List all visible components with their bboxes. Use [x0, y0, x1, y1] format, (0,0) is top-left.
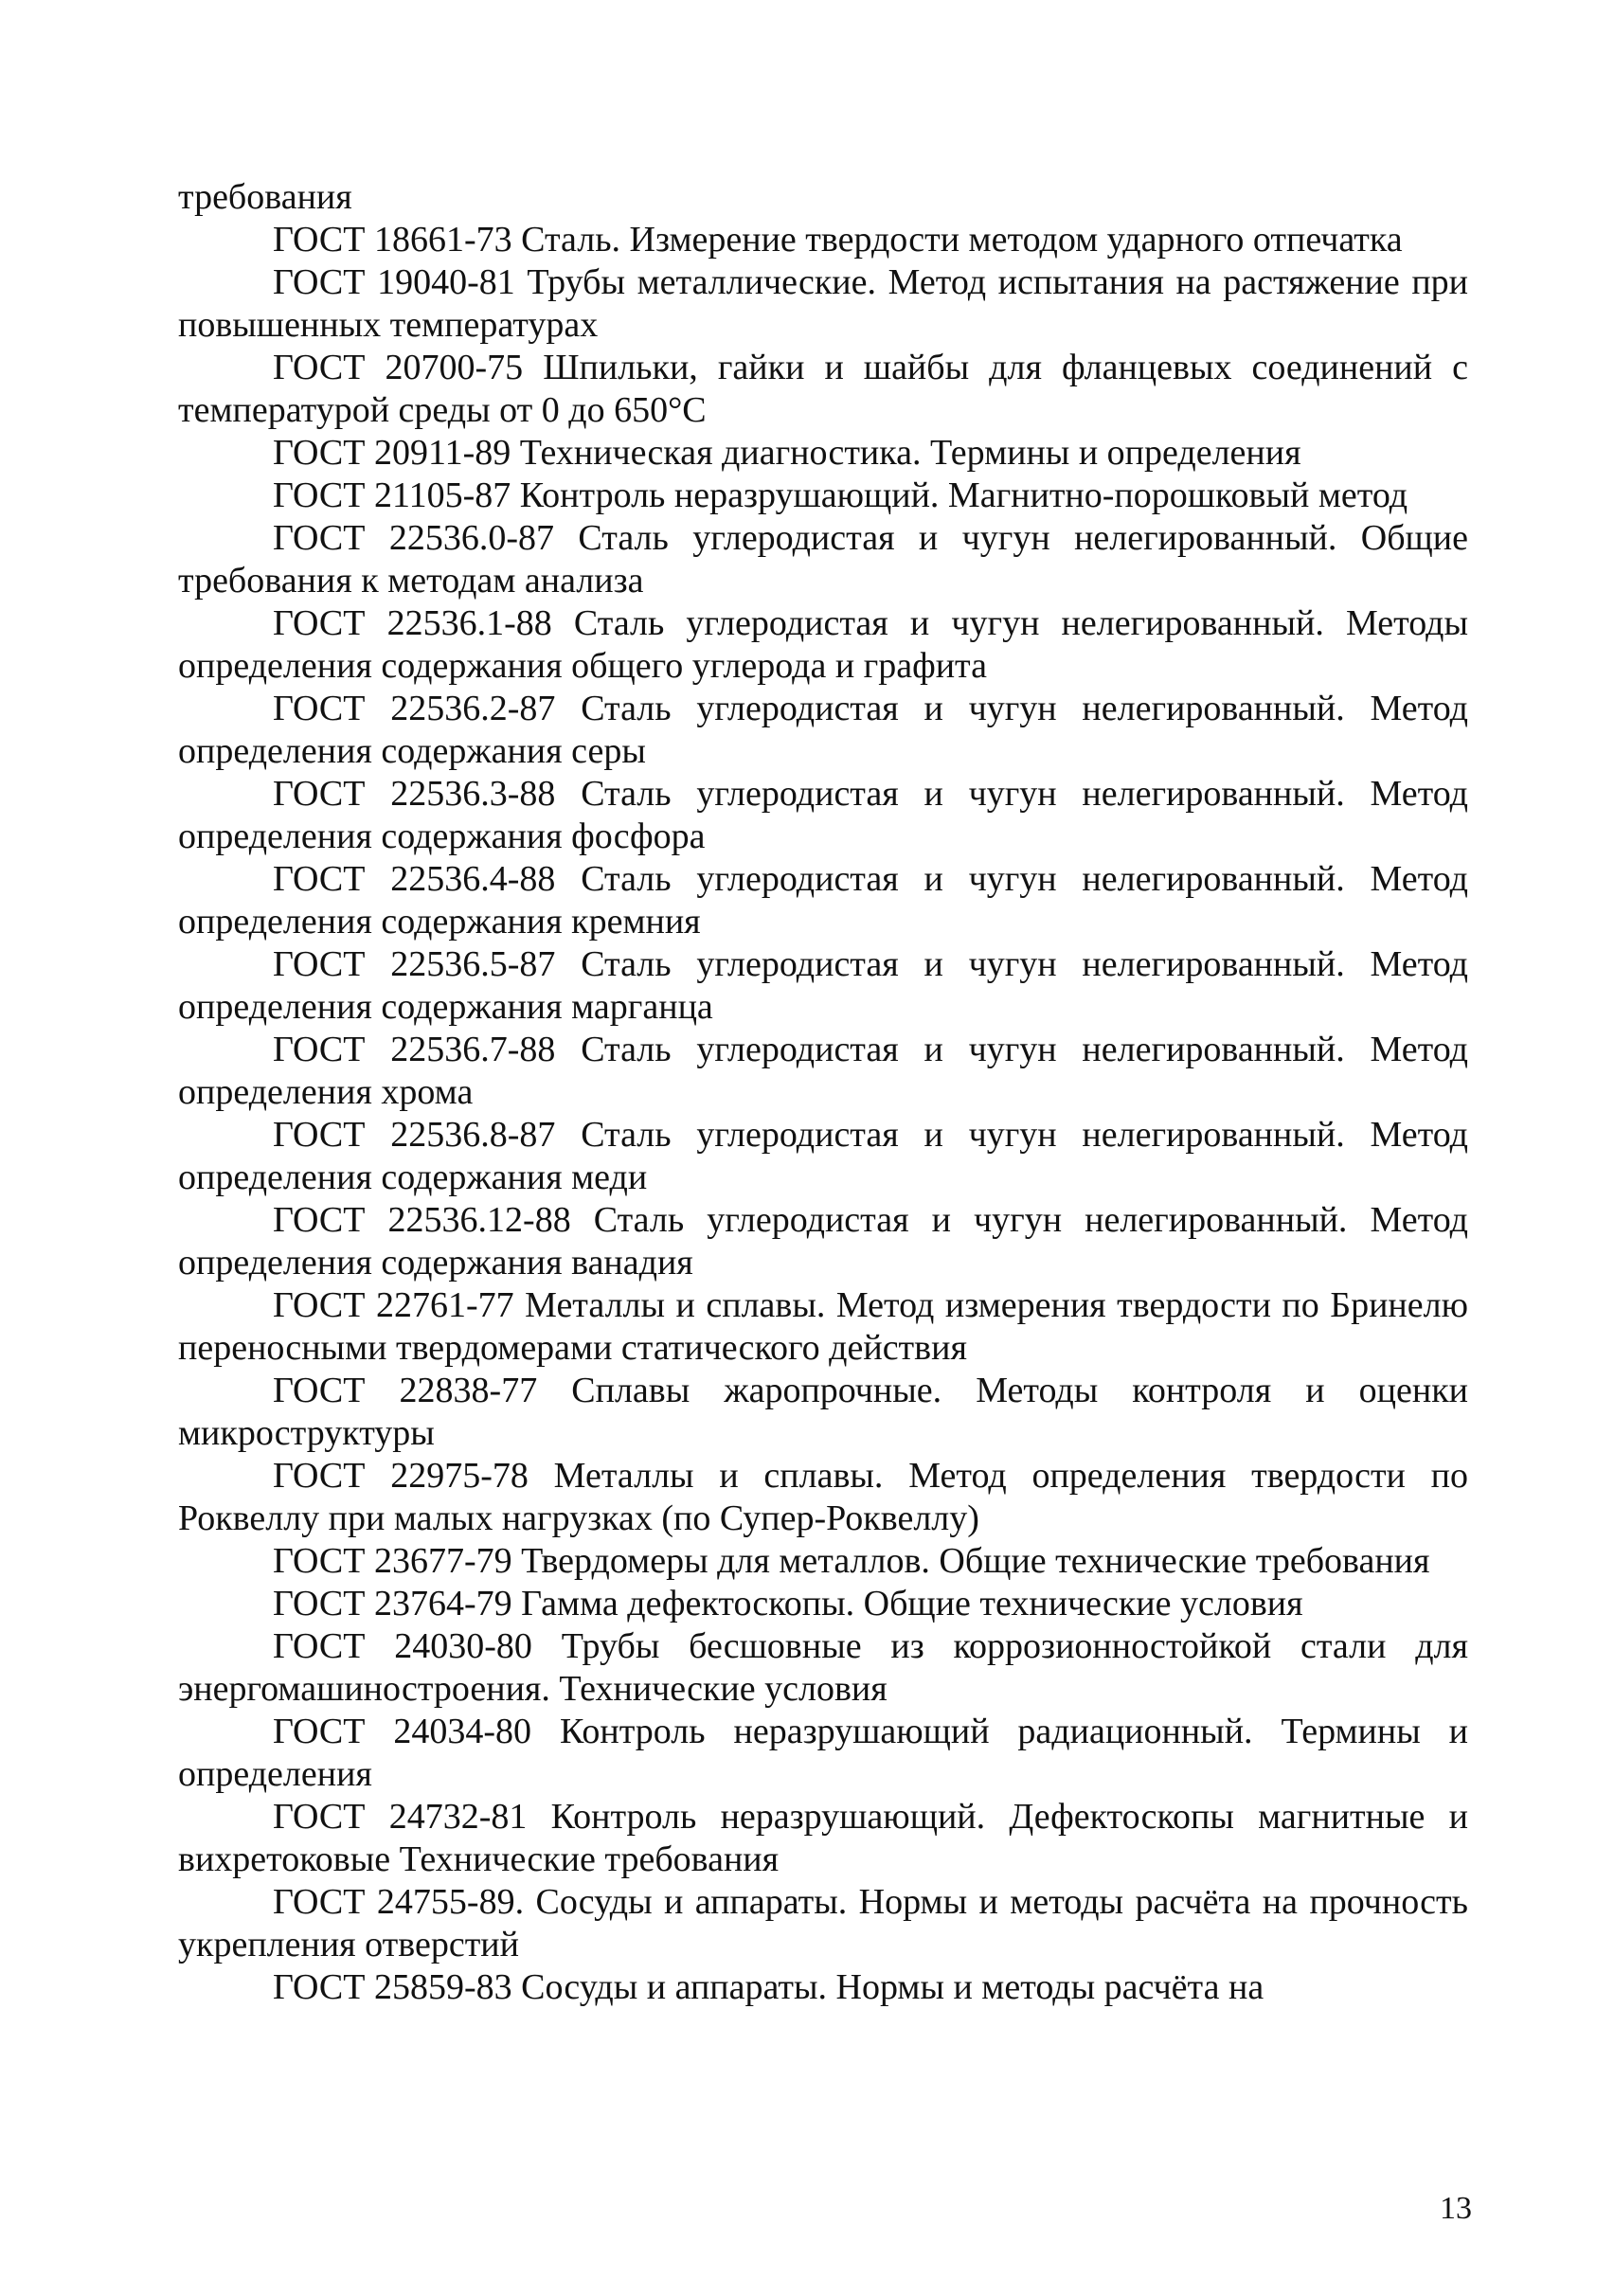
paragraph-continuation: требования	[178, 177, 352, 217]
standard-entry: ГОСТ 19040-81 Трубы металлические. Метод испытания на растяжение при повышенных температурах	[178, 262, 1468, 345]
standard-entry: ГОСТ 24034-80 Контроль неразрушающий радиационный. Термины и определения	[178, 1712, 1468, 1794]
standard-entry: ГОСТ 22838-77 Сплавы жаропрочные. Методы контроля и оценки микроструктуры	[178, 1371, 1468, 1453]
standard-entry: ГОСТ 25859-83 Сосуды и аппараты. Нормы и методы расчёта на	[273, 1967, 1264, 2007]
standard-entry: ГОСТ 24732-81 Контроль неразрушающий. Дефектоскопы магнитные и вихретоковые Технические требования	[178, 1797, 1468, 1879]
page-number: 13	[1440, 2191, 1472, 2226]
standard-entry: ГОСТ 22536.7-88 Сталь углеродистая и чугун нелегированный. Метод определения хрома	[178, 1030, 1468, 1112]
standard-entry: ГОСТ 22536.0-87 Сталь углеродистая и чугун нелегированный. Общие требования к методам анализа	[178, 518, 1468, 601]
standard-entry: ГОСТ 23764-79 Гамма дефектоскопы. Общие технические условия	[273, 1584, 1303, 1623]
standard-entry: ГОСТ 22975-78 Металлы и сплавы. Метод определения твердости по Роквеллу при малых нагрузках (по Супер-Роквеллу)	[178, 1456, 1468, 1538]
standard-entry: ГОСТ 22536.3-88 Сталь углеродистая и чугун нелегированный. Метод определения содержания фосфора	[178, 774, 1468, 856]
standard-entry: ГОСТ 22536.5-87 Сталь углеродистая и чугун нелегированный. Метод определения содержания марганца	[178, 944, 1468, 1027]
standard-entry: ГОСТ 22536.1-88 Сталь углеродистая и чугун нелегированный. Методы определения содержания общего углерода и графита	[178, 603, 1468, 686]
standard-entry: ГОСТ 22536.8-87 Сталь углеродистая и чугун нелегированный. Метод определения содержания меди	[178, 1115, 1468, 1197]
standard-entry: ГОСТ 21105-87 Контроль неразрушающий. Магнитно-порошковый метод	[273, 475, 1408, 515]
standard-entry: ГОСТ 22536.2-87 Сталь углеродистая и чугун нелегированный. Метод определения содержания серы	[178, 689, 1468, 771]
standard-entry: ГОСТ 18661-73 Сталь. Измерение твердости методом ударного отпечатка	[273, 220, 1403, 260]
standard-entry: ГОСТ 20700-75 Шпильки, гайки и шайбы для фланцевых соединений с температурой среды от 0 до 650°С	[178, 348, 1468, 430]
standard-entry: ГОСТ 20911-89 Техническая диагностика. Термины и определения	[273, 433, 1301, 473]
standards-list	[178, 176, 1468, 2009]
standard-entry: ГОСТ 22761-77 Металлы и сплавы. Метод измерения твердости по Бринелю переносными твердомерами статического действия	[178, 1285, 1468, 1368]
standard-entry: ГОСТ 22536.12-88 Сталь углеродистая и чугун нелегированный. Метод определения содержания ванадия	[178, 1200, 1468, 1283]
standard-entry: ГОСТ 23677-79 Твердомеры для металлов. Общие технические требования	[273, 1541, 1430, 1581]
standard-entry: ГОСТ 24755-89. Сосуды и аппараты. Нормы и методы расчёта на прочность укрепления отверстий	[178, 1882, 1468, 1964]
standard-entry: ГОСТ 22536.4-88 Сталь углеродистая и чугун нелегированный. Метод определения содержания кремния	[178, 859, 1468, 942]
standard-entry: ГОСТ 24030-80 Трубы бесшовные из коррозионностойкой стали для энергомашиностроения. Технические условия	[178, 1626, 1468, 1709]
